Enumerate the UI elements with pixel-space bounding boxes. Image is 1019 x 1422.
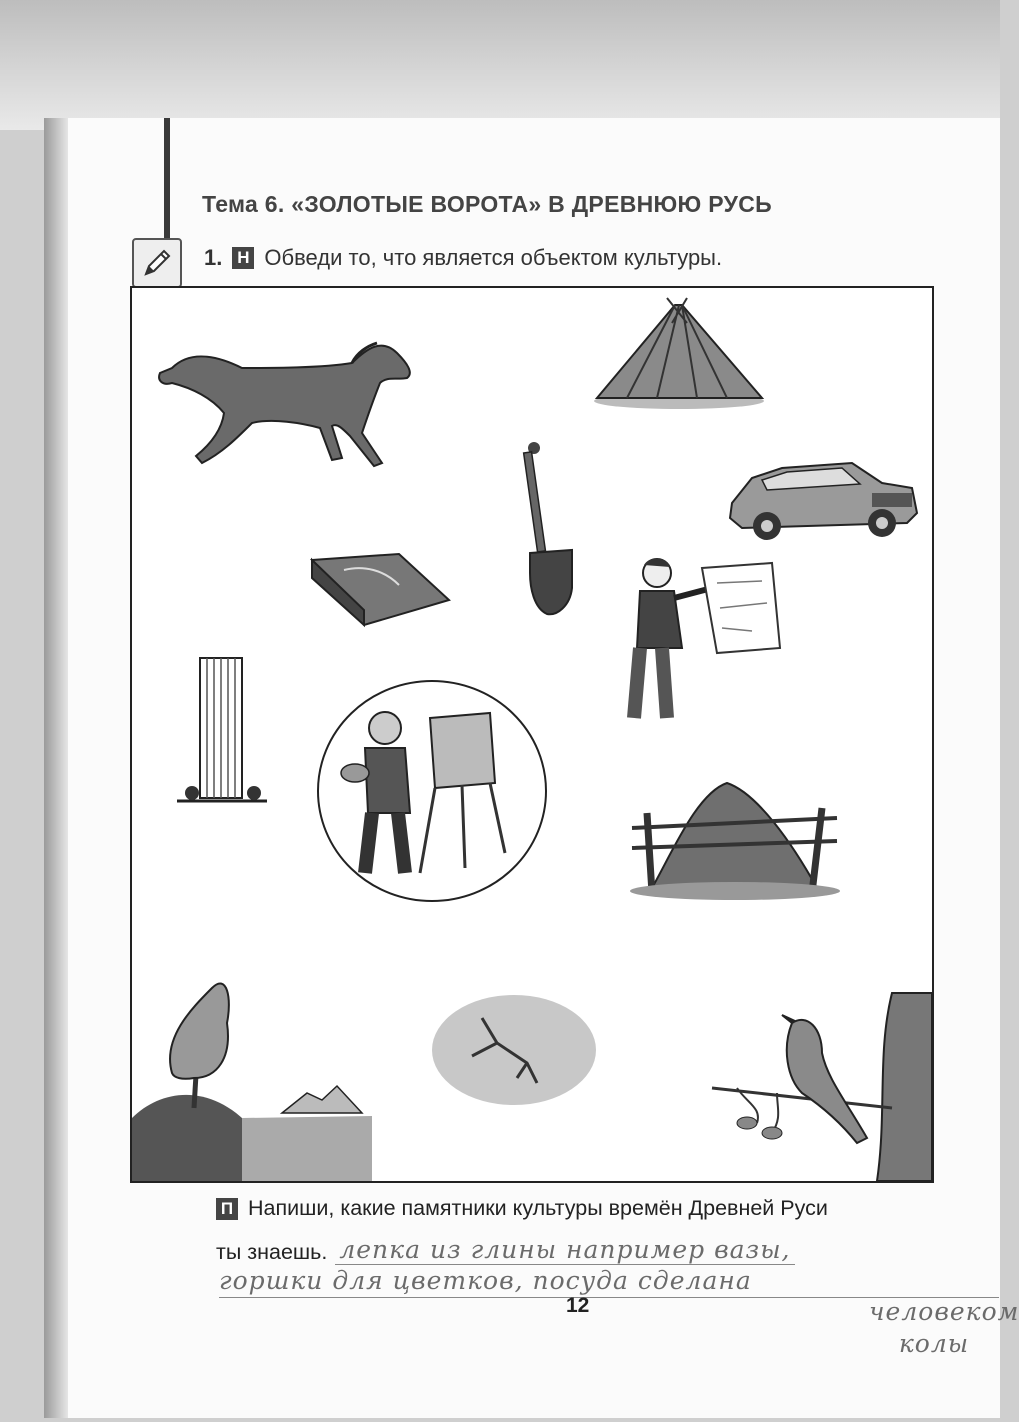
architect-picture[interactable] (622, 553, 792, 728)
topic-title: Тема 6. «ЗОЛОТЫЕ ВОРОТА» В ДРЕВНЮЮ РУСЬ (202, 191, 772, 217)
task1-level-badge: Н (232, 247, 254, 269)
task1-number: 1. (204, 245, 223, 270)
page-number: 12 (566, 1294, 590, 1317)
pictures-frame (130, 286, 934, 1183)
task1-prompt (204, 245, 722, 271)
task2-text-line1: Напиши, какие памятники культуры времён Древней Руси (248, 1196, 828, 1220)
scattered-ground-picture[interactable] (427, 988, 602, 1113)
bonfire-picture[interactable] (587, 293, 772, 413)
task2-block (216, 1196, 976, 1265)
task1-text: Обведи то, что является объектом культуры. (264, 245, 723, 270)
answer-handwriting-line2[interactable]: горшки для цветков, посуда сделана (219, 1266, 999, 1298)
answer-handwriting-line1[interactable]: лепка из глины например вазы, (335, 1235, 794, 1265)
bird-picture[interactable] (707, 993, 932, 1181)
tree-landscape-picture[interactable] (132, 968, 372, 1181)
margin-handwriting-line1: человеком (869, 1297, 1019, 1326)
horse-picture[interactable] (152, 328, 422, 478)
scan-background (0, 0, 1000, 130)
page-edge-shadow (44, 118, 68, 1418)
workbook-page (44, 118, 1019, 1418)
task2-text-line2: ты знаешь. (216, 1240, 328, 1264)
car-picture[interactable] (722, 448, 922, 548)
margin-handwriting-line2: колы (898, 1329, 970, 1358)
shovel-picture[interactable] (512, 438, 582, 618)
skyscraper-picture[interactable] (172, 653, 272, 808)
anthill-picture[interactable] (627, 773, 842, 903)
painter-picture[interactable] (310, 673, 555, 913)
task2-level-badge: П (216, 1198, 238, 1220)
margin-handwriting (869, 1296, 1019, 1360)
book-picture[interactable] (304, 550, 454, 630)
pencil-icon (132, 238, 182, 288)
